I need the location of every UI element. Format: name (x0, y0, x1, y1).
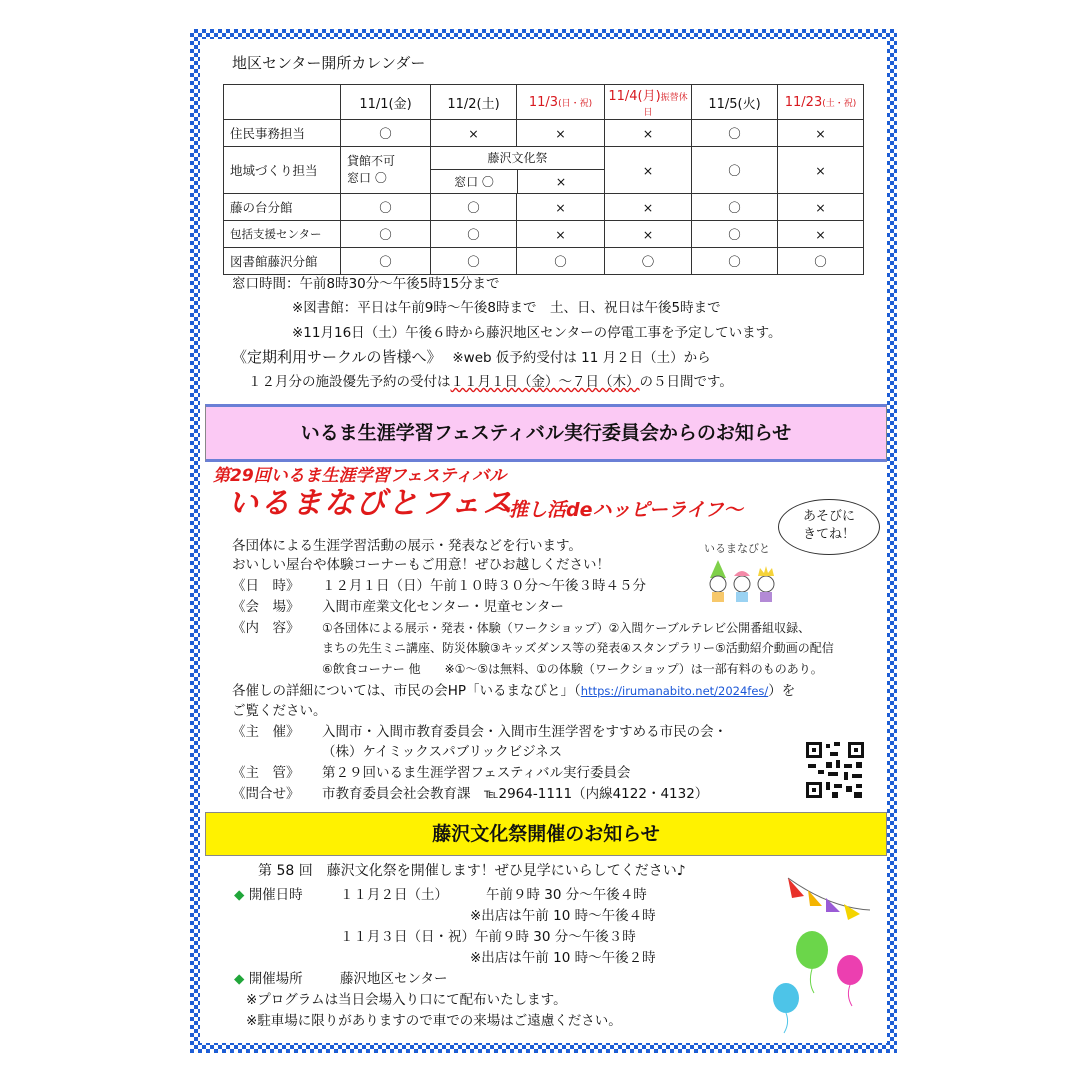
bunka-place-label: 開催場所 (248, 971, 303, 987)
bunka-place-row (234, 971, 303, 988)
bubble-line: あそびに (802, 509, 855, 524)
calendar-header-row (224, 85, 864, 120)
balloon-blue (773, 983, 799, 1013)
cell-line: 窓口 〇 (347, 171, 387, 185)
cell (341, 147, 431, 194)
bunka-day1: １１月２日（土） (340, 887, 448, 903)
mascot-hair-pink (734, 571, 750, 576)
cell: × (778, 221, 864, 248)
festival-subtitle: ～推し活deハッピーライフ～ (490, 499, 743, 521)
table-row (224, 221, 864, 248)
circle-heading (232, 349, 711, 367)
pennant-yellow (808, 890, 822, 906)
bunka-band: 藤沢文化祭開催のお知らせ (205, 812, 887, 856)
festival-title: いるまなびとフェス (228, 486, 515, 521)
festival-host-1: 入間市・入間市教育委員会・入間市生涯学習をすすめる市民の会・ (322, 724, 728, 740)
cell: 〇 (341, 248, 431, 275)
mascot-illustration (700, 538, 800, 608)
cell: 〇 (431, 194, 517, 221)
bunka-day1-note: ※出店は午前 10 時～午後４時 (470, 908, 656, 924)
cell: × (605, 221, 692, 248)
reservation-dates: １１月１日（金）～７日（木） (450, 374, 640, 390)
festival-label: 藤沢文化祭 (431, 147, 604, 170)
qr-code[interactable] (804, 740, 866, 800)
festival-host-2: （株）ケイミックスパブリックビジネス (322, 744, 563, 760)
table-row (224, 194, 864, 221)
bunka-note-1: ※プログラムは当日会場入り口にて配布いたします。 (246, 992, 567, 1008)
festival-host-label: 《主 催》 (232, 724, 300, 740)
outage-note: ※11月16日（土）午後６時から藤沢地区センターの停電工事を予定しています。 (292, 325, 782, 341)
mascot-body (760, 592, 772, 602)
cell: 〇 (605, 248, 692, 275)
cell: × (778, 120, 864, 147)
bunka-day2-note: ※出店は午前 10 時～午後２時 (470, 950, 656, 966)
pennant-red (788, 878, 804, 898)
festival-content-2: まちの先生ミニ講座、防災体験③キッズダンス等の発表④スタンプラリー⑤活動紹介動画の配信 (322, 641, 834, 655)
festival-venue-label: 《会 場》 (232, 599, 300, 615)
festival-detail-2: ご覧ください。 (232, 703, 327, 719)
diamond-icon: ◆ (234, 887, 245, 903)
mascot-hat-green (710, 560, 726, 578)
row-label: 地域づくり担当 (224, 147, 341, 194)
bubble-line: きてね！ (802, 527, 855, 542)
header-cell: 11/5(火) (692, 85, 778, 120)
window-hours: 窓口時間：午前8時30分～午後5時15分まで (232, 276, 500, 292)
mascot-body (712, 592, 724, 602)
cell: 〇 (692, 221, 778, 248)
bunka-date-label: 開催日時 (248, 887, 303, 903)
festival-content-1: ①各団体による展示・発表・体験（ワークショップ）②入間ケーブルテレビ公開番組収録、 (322, 621, 811, 635)
festival-manage: 第２９回いるま生涯学習フェスティバル実行委員会 (322, 765, 631, 781)
cell: 〇 (431, 221, 517, 248)
balloon-pink (837, 955, 863, 985)
bunka-day2: １１月３日（日・祝）午前９時 30 分～午後３時 (340, 929, 636, 945)
cell-line: 貸館不可 (347, 154, 396, 168)
row-label: 図書館藤沢分館 (224, 248, 341, 275)
calendar-table (223, 84, 864, 275)
cell: × (517, 221, 605, 248)
calendar-corner (224, 85, 341, 120)
festival-band: いるま生涯学習フェスティバル実行委員会からのお知らせ (205, 404, 887, 462)
detail-pre: 各催しの詳細については、市民の会HP「いるまなびと」（ (232, 683, 581, 699)
cell: 〇 (692, 120, 778, 147)
row-label: 包括支援センター (224, 221, 341, 248)
header-cell: 11/2(土) (431, 85, 517, 120)
mascot-face (758, 576, 774, 592)
bunka-date-row (234, 887, 303, 904)
cell: × (605, 194, 692, 221)
mascot-face (734, 576, 750, 592)
cell: 〇 (692, 147, 778, 194)
cell: 〇 (431, 248, 517, 275)
cell: × (778, 194, 864, 221)
library-hours: ※図書館：平日は午前9時～午後8時まで 土、日、祝日は午後5時まで (292, 300, 721, 316)
cell: 〇 (341, 194, 431, 221)
cell: 〇 (692, 194, 778, 221)
cell: 窓口 〇 (431, 170, 518, 193)
festival-venue: 入間市産業文化センター・児童センター (322, 599, 564, 615)
festival-content-3: ⑥飲食コーナー 他 ※①～⑤は無料、①の体験（ワークショップ）は一部有料のものあり。 (322, 662, 823, 676)
cell: 〇 (692, 248, 778, 275)
cell: 〇 (778, 248, 864, 275)
cell: 〇 (341, 221, 431, 248)
cell: 〇 (341, 120, 431, 147)
festival-cell (431, 147, 605, 194)
cell: × (555, 174, 567, 189)
mascot-label: いるまなびと (704, 542, 770, 555)
balloons-decoration (770, 868, 880, 1038)
detail-post: ）を (768, 683, 796, 699)
circle-note: ※web 仮予約受付は 11 月２日（土）から (452, 350, 711, 366)
festival-intro-2: おいしい屋台や体験コーナーもご用意！ぜひお越しください！ (232, 557, 610, 573)
row-label: 住民事務担当 (224, 120, 341, 147)
cell: × (778, 147, 864, 194)
header-cell: 11/4(月)振替休日 (605, 85, 692, 120)
cell: × (605, 147, 692, 194)
festival-manage-label: 《主 管》 (232, 765, 300, 781)
festival-detail (232, 683, 795, 700)
calendar-title: 地区センター開所カレンダー (232, 54, 426, 72)
diamond-icon: ◆ (234, 971, 245, 987)
festival-content-label: 《内 容》 (232, 620, 300, 636)
bunka-day1-time: 午前９時 30 分～午後４時 (486, 887, 647, 903)
row-label: 藤の台分館 (224, 194, 341, 221)
pennant-gold (844, 904, 860, 920)
header-cell: 11/1(金) (341, 85, 431, 120)
festival-date-label: 《日 時》 (232, 578, 300, 594)
header-cell: 11/23(土・祝) (778, 85, 864, 120)
festival-contact: 市教育委員会社会教育課 ℡2964-1111（内線4122・4132） (322, 786, 709, 802)
cell: × (517, 120, 605, 147)
table-row (224, 248, 864, 275)
bunka-note-2: ※駐車場に限りがありますので車での来場はご遠慮ください。 (246, 1013, 622, 1029)
cell: × (517, 194, 605, 221)
reservation-pre: １２月分の施設優先予約の受付は (248, 374, 451, 390)
festival-url-link[interactable]: https://irumanabito.net/2024fes/ (580, 684, 769, 698)
festival-contact-label: 《問合せ》 (232, 786, 300, 802)
cell: × (431, 120, 517, 147)
cell: 〇 (517, 248, 605, 275)
festival-heading: 第29回いるま生涯学習フェスティバル (213, 466, 507, 486)
festival-date: １２月１日（日）午前１０時３０分～午後３時４５分 (322, 578, 646, 594)
table-row (224, 147, 864, 194)
pennant-purple (826, 898, 840, 912)
mascot-crown (758, 566, 774, 576)
cell: × (605, 120, 692, 147)
table-row (224, 120, 864, 147)
reservation-post: の５日間です。 (639, 374, 733, 390)
reservation-note (248, 374, 733, 391)
mascot-face (710, 576, 726, 592)
bunka-intro: 第 58 回 藤沢文化祭を開催します！ぜひ見学にいらしてください♪ (258, 863, 686, 879)
festival-intro-1: 各団体による生涯学習活動の展示・発表などを行います。 (232, 538, 582, 554)
circle-heading-text: 《定期利用サークルの皆様へ》 (232, 348, 442, 366)
bunka-place: 藤沢地区センター (340, 971, 448, 987)
balloon-green (796, 931, 828, 969)
header-cell: 11/3(日・祝) (517, 85, 605, 120)
mascot-body (736, 592, 748, 602)
